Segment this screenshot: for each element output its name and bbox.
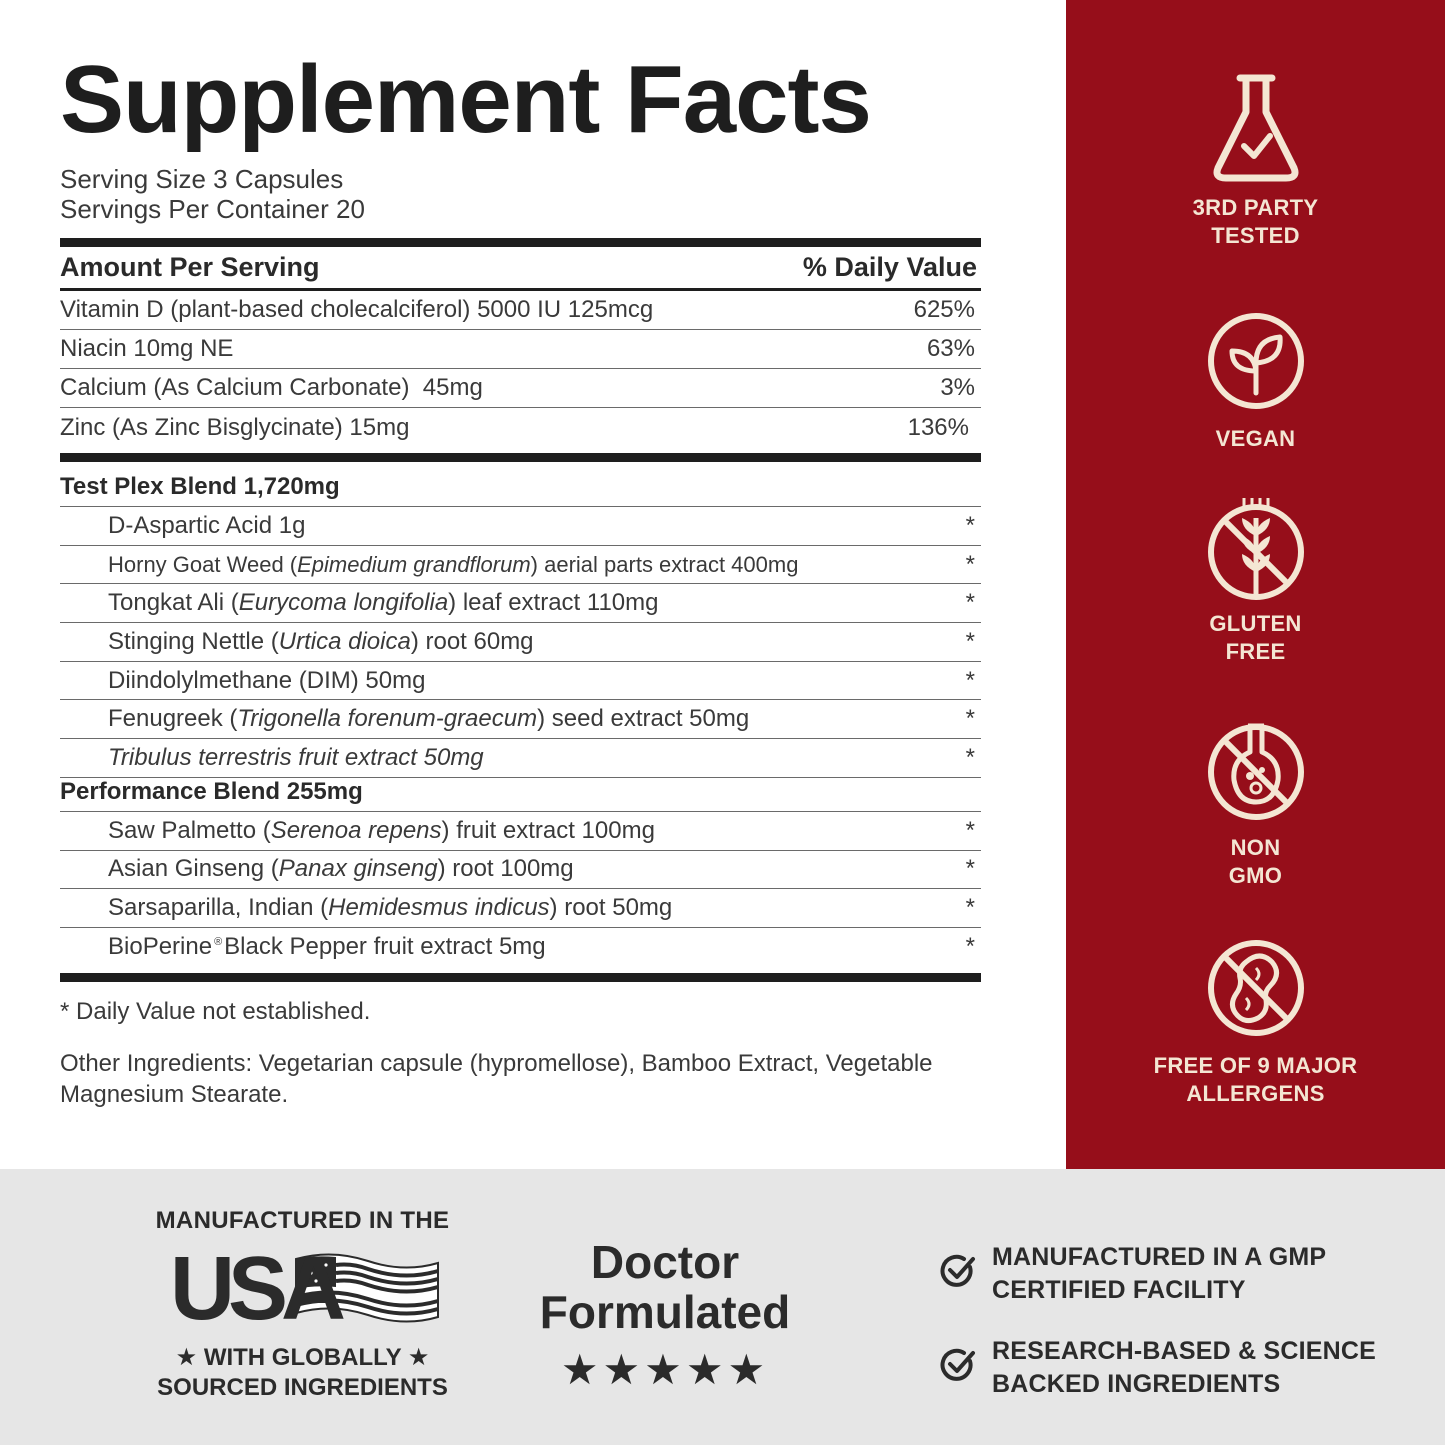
- ingredient-star: *: [965, 511, 975, 539]
- badge-column: [1066, 0, 1445, 1169]
- table-row: [60, 291, 981, 330]
- rating-stars: ★★★★★: [560, 1346, 770, 1393]
- ingredient-name: Saw Palmetto (Serenoa repens) fruit extract 100mg: [108, 816, 655, 844]
- list-item: [60, 812, 981, 851]
- check-circle-icon: [940, 1347, 976, 1383]
- list-item: [60, 700, 981, 739]
- supplement-facts-panel: [60, 46, 981, 1110]
- ingredient-star: *: [965, 705, 975, 733]
- badge-label: GLUTEN FREE: [1209, 611, 1302, 664]
- ingredient-name: BioPerine ®Black Pepper fruit extract 5mg: [108, 933, 546, 961]
- badge-gluten-free: [1066, 496, 1445, 666]
- serving-size: Serving Size 3 Capsules: [60, 164, 344, 194]
- ingredient-star: *: [965, 743, 975, 771]
- nutrient-dv: 136%: [907, 413, 969, 441]
- servings-per-container: Servings Per Container 20: [60, 194, 365, 224]
- badge-allergen-free: [1066, 938, 1445, 1108]
- amount-per-serving-label: Amount Per Serving: [60, 252, 320, 282]
- claim-research: [940, 1335, 1420, 1401]
- ingredient-name: Fenugreek (Trigonella forenum-graecum) seed extract 50mg: [108, 705, 750, 733]
- claims-list: [940, 1241, 1420, 1429]
- table-row: [60, 330, 981, 369]
- nutrient-name: Niacin 10mg NE: [60, 335, 234, 362]
- flask-check-icon: [1208, 72, 1304, 184]
- claim-text: RESEARCH-BASED & SCIENCE BACKED INGREDIENTS: [992, 1337, 1377, 1398]
- list-item: [60, 662, 981, 701]
- footnote: * Daily Value not established.: [60, 997, 371, 1025]
- claim-text: MANUFACTURED IN A GMP CERTIFIED FACILITY: [992, 1243, 1327, 1304]
- other-ingredients: Other Ingredients: Vegetarian capsule (hypromellose), Bamboo Extract, Vegetable Magnesium Stearate.: [60, 1049, 933, 1108]
- usa-mark: [150, 1239, 455, 1339]
- list-item: [60, 584, 981, 623]
- nutrient-name: Calcium (As Calcium Carbonate) 45mg: [60, 374, 483, 401]
- divider-thick: [60, 238, 981, 247]
- ingredient-name: Asian Ginseng (Panax ginseng) root 100mg: [108, 855, 574, 883]
- table-row: [60, 408, 981, 447]
- ingredient-name: Diindolylmethane (DIM) 50mg: [108, 666, 426, 694]
- badge-label: FREE OF 9 MAJOR ALLERGENS: [1153, 1053, 1358, 1106]
- doctor-formulated-badge: [520, 1237, 810, 1394]
- ingredient-name: Sarsaparilla, Indian (Hemidesmus indicus) root 50mg: [108, 894, 673, 922]
- doctor-line2: Formulated: [539, 1286, 791, 1338]
- check-circle-icon: [940, 1253, 976, 1289]
- no-gmo-flask-icon: [1206, 720, 1306, 820]
- trust-band: [0, 1169, 1445, 1445]
- doctor-line1: Doctor: [590, 1236, 740, 1288]
- made-in-usa-badge: [150, 1207, 455, 1402]
- ingredient-star: *: [965, 666, 975, 694]
- badge-third-party-tested: [1066, 72, 1445, 250]
- serving-info: [60, 164, 981, 224]
- list-item: [60, 739, 981, 778]
- ingredient-star: *: [965, 627, 975, 655]
- badge-vegan: [1066, 311, 1445, 453]
- registered-mark: ®: [214, 936, 223, 949]
- ingredient-star: *: [965, 855, 975, 883]
- nutrient-name: Zinc (As Zinc Bisglycinate) 15mg: [60, 413, 410, 441]
- claim-gmp: [940, 1241, 1420, 1307]
- ingredient-name: Tongkat Ali (Eurycoma longifolia) leaf extract 110mg: [108, 589, 659, 617]
- list-item: [60, 928, 981, 967]
- ingredient-name: Stinging Nettle (Urtica dioica) root 60mg: [108, 627, 534, 655]
- ingredient-name: Tribulus terrestris fruit extract 50mg: [108, 743, 484, 771]
- table-header: [60, 247, 981, 291]
- usa-bottom-text: SOURCED INGREDIENTS: [157, 1374, 448, 1401]
- usa-word: USA: [170, 1239, 340, 1339]
- page-title: Supplement Facts: [60, 46, 871, 153]
- list-item: [60, 851, 981, 890]
- nutrient-dv: 3%: [940, 374, 975, 401]
- ingredient-star: *: [965, 589, 975, 617]
- ingredient-star: *: [965, 816, 975, 844]
- nutrient-name: Vitamin D (plant-based cholecalciferol) 5000 IU 125mcg: [60, 296, 654, 323]
- ingredient-name: D-Aspartic Acid 1g: [108, 511, 306, 539]
- ingredient-star: *: [965, 933, 975, 961]
- usa-mid-text: ★ WITH GLOBALLY ★: [175, 1344, 430, 1371]
- ingredient-name: Horny Goat Weed (Epimedium grandflorum) aerial parts extract 400mg: [108, 551, 799, 577]
- nutrient-dv: 63%: [926, 335, 975, 362]
- leaf-icon: [1206, 311, 1306, 411]
- no-peanut-icon: [1206, 938, 1306, 1038]
- badge-label: NON GMO: [1228, 835, 1283, 888]
- badge-non-gmo: [1066, 720, 1445, 890]
- badge-label: 3RD PARTY TESTED: [1192, 195, 1319, 248]
- no-wheat-icon: [1206, 496, 1306, 600]
- divider-thick: [60, 973, 981, 982]
- list-item: [60, 546, 981, 585]
- ingredient-star: *: [965, 894, 975, 922]
- daily-value-label: % Daily Value: [802, 252, 977, 282]
- ingredient-star: *: [965, 550, 975, 578]
- blend-title-test-plex: Test Plex Blend 1,720mg: [60, 462, 981, 507]
- blend-title-performance: Performance Blend 255mg: [60, 778, 981, 812]
- usa-top-text: MANUFACTURED IN THE: [155, 1207, 450, 1234]
- nutrient-dv: 625%: [913, 296, 975, 323]
- divider-thick: [60, 453, 981, 462]
- badge-label: VEGAN: [1215, 426, 1296, 451]
- table-row: [60, 369, 981, 408]
- list-item: [60, 623, 981, 662]
- list-item: [60, 889, 981, 928]
- list-item: [60, 507, 981, 546]
